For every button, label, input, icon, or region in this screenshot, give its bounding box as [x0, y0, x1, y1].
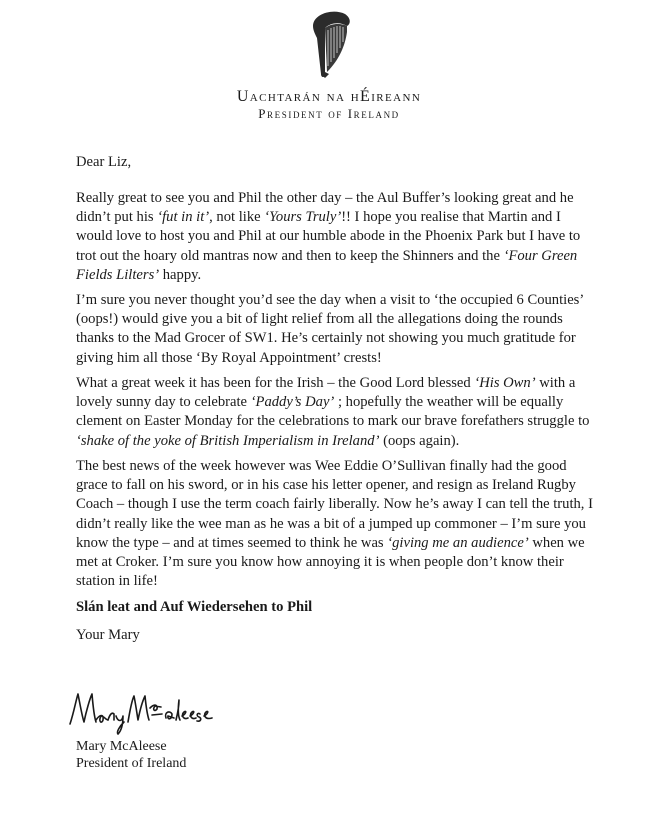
handwritten-signature: [66, 682, 226, 736]
paragraph-3-text: with a lovely sunny day to celebrate: [76, 375, 576, 411]
letterhead-irish-title: Uachtarán na hÉireann: [236, 88, 422, 105]
paragraph-3-quote-his-own: ‘His Own’: [474, 375, 536, 391]
paragraph-1-quote-four-green-fields: ‘Four Green Fields Lilters’: [76, 247, 578, 283]
salutation: Dear Liz,: [76, 154, 132, 170]
paragraph-1-text: happy.: [159, 266, 202, 283]
signer-name: Mary McAleese: [76, 739, 167, 754]
paragraph-4-text: when we met at Croker. I’m sure you know how annoying it is when people don’t know their station in life!: [76, 534, 585, 590]
paragraph-4-text: The best news of the week however was Wee Eddie O’Sullivan finally had the good grace to fall on his sword, or in his case his letter opener, and resign as Ireland Rugby Coach – though I use the term coach fairly liberally. Now he’s away I can tell the truth, I didn’t really like the wee man as he was a bit of a jumped up commoner – I’m sure you know the type – and at times seemed to think he was: [76, 458, 593, 551]
sign-off: Your Mary: [76, 627, 140, 643]
paragraph-1-text: !! I hope you realise that Martin and I would love to host you and Phil at our humble abode in the Phoenix Park but I have to trot out the hoary old mantras now and then to keep the Shinners and the: [76, 209, 581, 264]
letterhead-english-title: President of Ireland: [258, 106, 400, 121]
paragraph-1-text: , not like: [209, 209, 265, 226]
paragraph-3-quote-paddys-day: ‘Paddy’s Day’: [250, 394, 335, 411]
paragraph-4-quote-audience: ‘giving me an audience’: [387, 534, 529, 551]
paragraph-2: I’m sure you never thought you’d see the day when a visit to ‘the occupied 6 Counties’ (oops!) would give you a bit of light relief from all the allegations doing the rounds thanks to the Mad Grocer of SW1. He’s certainly not showing you much gratitude for giving him all those ‘By Royal Appointment’ crests!: [76, 292, 584, 366]
paragraph-1-text: Really great to see you and Phil the other day – the Aul Buffer’s looking great and he didn’t put his: [76, 190, 574, 226]
signer-title: President of Ireland: [76, 756, 187, 771]
paragraph-1-quote-yours-truly: ‘Yours Truly’: [264, 209, 342, 226]
paragraph-3: [76, 374, 596, 451]
paragraph-4: [76, 457, 596, 591]
paragraph-1: [76, 189, 596, 285]
harp-emblem-icon: [307, 8, 353, 80]
paragraph-3-text: ; hopefully the weather will be equally clement on Easter Monday for the celebrations to mark our brave forefathers struggle to: [76, 394, 590, 430]
paragraph-1-quote-fut: ‘fut in it’: [157, 209, 210, 226]
closing-line: Slán leat and Auf Wiedersehen to Phil: [76, 599, 313, 615]
paragraph-3-text: What a great week it has been for the Irish – the Good Lord blessed: [76, 375, 475, 391]
paragraph-3-text: (oops again).: [379, 432, 460, 449]
paragraph-3-quote-yoke: ‘shake of the yoke of British Imperialism in Ireland’: [76, 432, 380, 449]
